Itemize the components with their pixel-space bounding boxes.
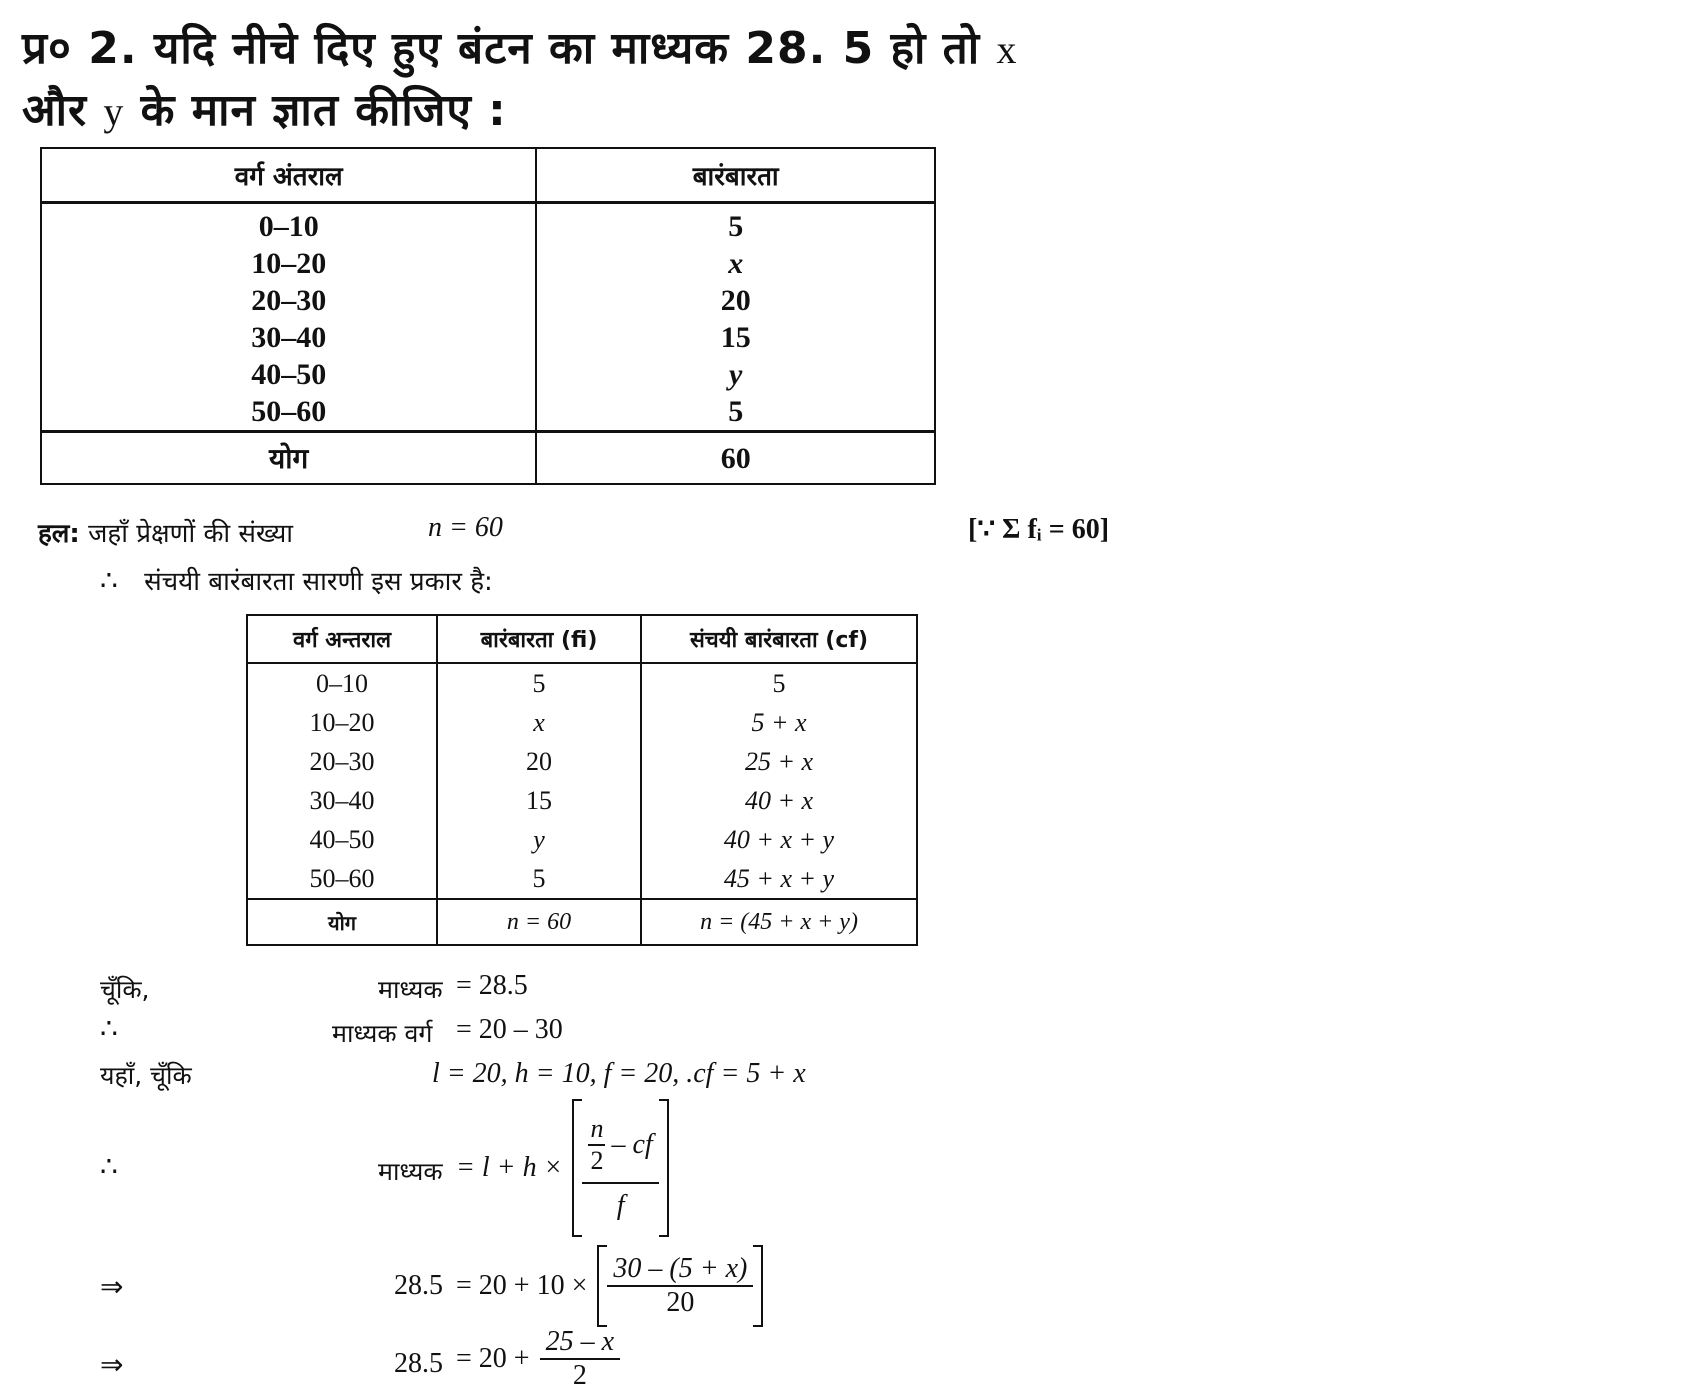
cell-frequency: 20 — [720, 284, 751, 317]
question-line-2 — [22, 78, 507, 138]
table-header-row — [247, 615, 917, 663]
solution-intro-text: जहाँ प्रेक्षणों की संख्या — [88, 519, 294, 549]
cell-interval: 20–30 — [247, 742, 437, 781]
therefore-symbol: ∴ — [100, 566, 118, 597]
cell-interval: 10–20 — [247, 703, 437, 742]
cell-frequency: 15 — [437, 781, 641, 820]
cell-frequency: y — [729, 358, 743, 391]
cell-frequency: 5 — [437, 663, 641, 703]
table-row — [41, 245, 935, 282]
table-total-row — [41, 432, 935, 485]
cell-cf: 45 + x + y — [723, 863, 835, 893]
cumulative-frequency-table — [246, 614, 918, 946]
cf-intro-text: संचयी बारंबारता सारणी इस प्रकार है: — [144, 567, 493, 597]
table-row — [41, 282, 935, 319]
cell-interval: 40–50 — [247, 820, 437, 859]
frequency-table — [40, 147, 936, 485]
question-text-2b: के मान ज्ञात कीजिए : — [140, 85, 507, 136]
table-row — [247, 663, 917, 703]
bracket-left — [597, 1245, 607, 1327]
median-formula — [456, 1098, 669, 1238]
step2-label: ∴ — [100, 1014, 118, 1045]
cell-total-value: 60 — [536, 432, 935, 485]
step1-rhs: = 28.5 — [456, 970, 528, 1001]
cell-total-frequency: n = 60 — [437, 899, 641, 945]
table-row — [41, 203, 935, 246]
table-row — [247, 781, 917, 820]
cell-interval: 40–50 — [41, 356, 536, 393]
step1-lhs: माध्यक — [378, 975, 443, 1004]
cell-cf: 5 — [772, 668, 786, 698]
two-symbol: 2 — [590, 1146, 604, 1175]
cell-frequency: y — [437, 820, 641, 859]
step5-label: ⇒ — [100, 1272, 124, 1303]
cell-frequency: 5 — [728, 395, 744, 428]
question-text-1: प्र० 2. यदि नीचे दिए हुए बंटन का माध्यक 28. 5 हो तो — [22, 23, 981, 74]
cell-total-label: योग — [41, 432, 536, 485]
step1-label: चूँकि, — [100, 975, 150, 1004]
table-row — [41, 319, 935, 356]
question-var-y: y — [103, 89, 125, 134]
step5-fraction — [607, 1253, 753, 1319]
step5-numerator: 30 – (5 + x) — [607, 1253, 753, 1287]
table-row — [247, 859, 917, 899]
cell-frequency: x — [728, 247, 744, 280]
cell-interval: 50–60 — [247, 859, 437, 899]
question-line-1 — [22, 16, 1018, 76]
step6-lhs: 28.5 — [394, 1348, 443, 1379]
bracket-right — [753, 1245, 763, 1327]
step4-lhs: माध्यक — [378, 1157, 443, 1186]
step5-lhs: 28.5 — [394, 1270, 443, 1301]
cell-interval: 30–40 — [247, 781, 437, 820]
step6-denominator: 2 — [572, 1360, 587, 1391]
fraction-denominator: f — [616, 1190, 625, 1221]
cell-cf: 5 + x — [751, 707, 807, 737]
header-cumulative-frequency: संचयी बारंबारता (cf) — [641, 615, 917, 663]
step6-label: ⇒ — [100, 1350, 124, 1381]
cell-cf: 25 + x — [744, 746, 814, 776]
step3-rhs: l = 20, h = 10, f = 20, .cf = 5 + x — [432, 1058, 806, 1089]
table-row — [41, 356, 935, 393]
n-symbol: n — [588, 1114, 605, 1146]
header-class-interval: वर्ग अन्तराल — [247, 615, 437, 663]
table-total-row — [247, 899, 917, 945]
n-expression: n = 60 — [428, 512, 503, 543]
solution-intro — [38, 514, 293, 550]
table-row — [41, 393, 935, 432]
cell-interval: 50–60 — [41, 393, 536, 432]
bracket-right — [659, 1099, 669, 1237]
cell-interval: 0–10 — [247, 663, 437, 703]
table-row — [247, 742, 917, 781]
question-text-2a: और — [22, 85, 88, 136]
step3-label: यहाँ, चूँकि — [100, 1061, 192, 1090]
cell-interval: 0–10 — [41, 203, 536, 246]
step5-expression — [456, 1244, 763, 1328]
step6-fraction — [540, 1326, 620, 1392]
question-var-x: x — [996, 27, 1018, 72]
cell-total-label: योग — [247, 899, 437, 945]
fraction-numerator — [582, 1114, 658, 1184]
bracket-left — [572, 1099, 582, 1237]
header-class-interval: वर्ग अंतराल — [41, 148, 536, 203]
cell-total-cf: n = (45 + x + y) — [641, 899, 917, 945]
cell-interval: 10–20 — [41, 245, 536, 282]
cell-frequency: 5 — [728, 210, 744, 243]
table-header-row — [41, 148, 935, 203]
table-row — [247, 703, 917, 742]
header-frequency: बारंबारता — [536, 148, 935, 203]
cell-frequency: x — [437, 703, 641, 742]
cell-frequency: 20 — [437, 742, 641, 781]
step6-numerator: 25 – x — [540, 1326, 620, 1360]
step2-lhs: माध्यक वर्ग — [332, 1019, 433, 1048]
cell-interval: 30–40 — [41, 319, 536, 356]
step6-expression — [456, 1322, 620, 1396]
cell-frequency: 5 — [437, 859, 641, 899]
sum-note: [∵ Σ fᵢ = 60] — [968, 514, 1110, 545]
table-row — [247, 820, 917, 859]
n-over-2 — [588, 1114, 605, 1176]
cell-cf: 40 + x + y — [723, 824, 835, 854]
median-fraction — [582, 1114, 658, 1222]
step5-rhs: = 20 + 10 × — [456, 1270, 588, 1301]
cell-cf: 40 + x — [744, 785, 814, 815]
step4-label: ∴ — [100, 1152, 118, 1183]
header-frequency: बारंबारता (fi) — [437, 615, 641, 663]
step5-denominator: 20 — [666, 1287, 695, 1318]
step6-rhs: = 20 + — [456, 1343, 530, 1374]
solution-label: हल: — [38, 519, 80, 549]
step2-rhs: = 20 – 30 — [456, 1014, 563, 1045]
cf-intro — [100, 562, 493, 598]
cell-interval: 20–30 — [41, 282, 536, 319]
minus-cf: – cf — [611, 1129, 653, 1160]
step4-rhs: = l + h × — [456, 1152, 563, 1183]
cell-frequency: 15 — [720, 321, 751, 354]
